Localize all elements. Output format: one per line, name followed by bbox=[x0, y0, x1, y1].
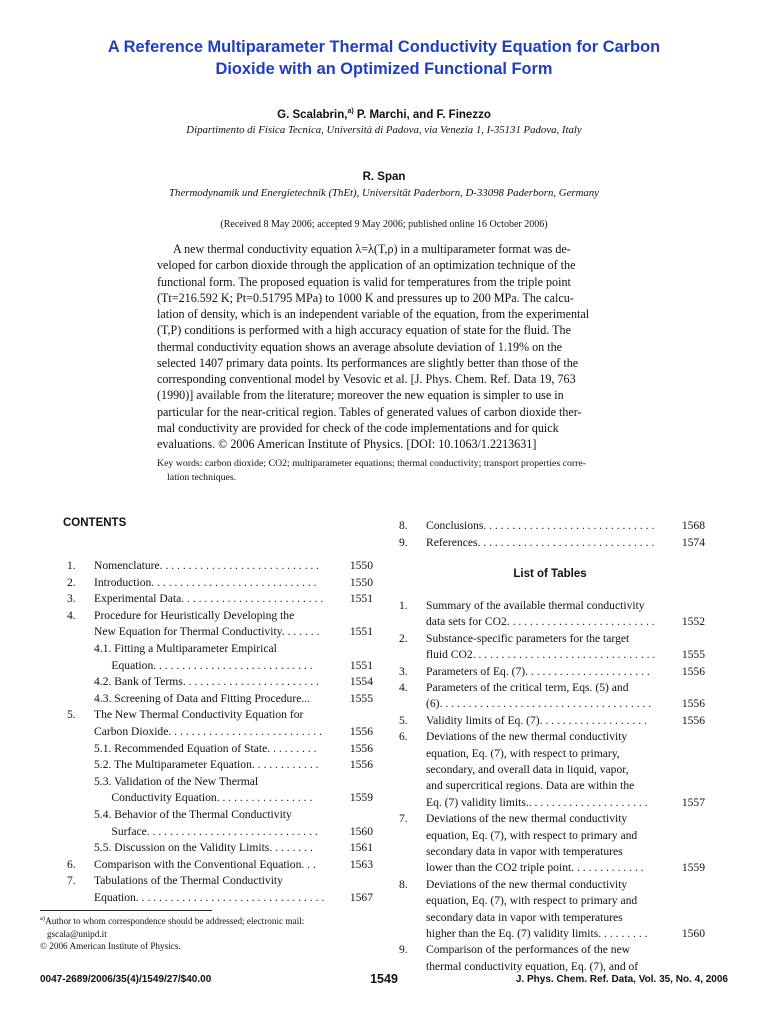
entry-title: Tabulations of the Thermal Conductivity bbox=[94, 874, 283, 888]
title-line-1: A Reference Multiparameter Thermal Conductivity Equation for Carbon bbox=[107, 38, 661, 56]
entry-page: 1551 bbox=[349, 592, 373, 606]
entry-title: 4.2. Bank of Terms. . . . . . . . . . . . . . . . . . . . . . . . bbox=[94, 675, 320, 689]
contents-heading: CONTENTS bbox=[63, 517, 127, 529]
entry-title: References. . . . . . . . . . . . . . . . . . . . . . . . . . . . . . . bbox=[426, 535, 655, 549]
contents-row bbox=[399, 746, 705, 762]
entry-title: Equation. . . . . . . . . . . . . . . . . . . . . . . . . . . . . . . . . bbox=[94, 891, 325, 904]
entry-number: 2. bbox=[399, 631, 408, 645]
entry-number: 3. bbox=[67, 592, 76, 606]
contents-row bbox=[399, 647, 705, 663]
entry-number: 6. bbox=[399, 730, 408, 744]
entry-title: Comparison of the performances of the new bbox=[426, 943, 631, 957]
entry-title: and supercritical regions. Data are within the bbox=[426, 779, 635, 793]
keywords-line-2: lation techniques. bbox=[167, 472, 237, 483]
entry-title: 4.3. Screening of Data and Fitting Procedure... bbox=[94, 691, 311, 705]
entry-title: 4.1. Fitting a Multiparameter Empirical bbox=[94, 642, 277, 655]
entry-number: 4. bbox=[67, 608, 76, 622]
entry-title: Surface. . . . . . . . . . . . . . . . . . . . . . . . . . . . . . bbox=[94, 824, 318, 838]
abstract-line: (T,P) conditions is performed with a high accuracy equation of state for the fluid. The bbox=[157, 323, 571, 338]
abstract-line: veloped for carbon dioxide through the application of an optimization technique of the bbox=[157, 258, 576, 273]
contents-row bbox=[67, 641, 373, 658]
entry-number: 9. bbox=[399, 535, 408, 549]
entry-number: 8. bbox=[399, 877, 408, 891]
entry-page: 1556 bbox=[681, 664, 705, 678]
author-line-2: R. Span bbox=[362, 171, 406, 183]
entry-title: Experimental Data. . . . . . . . . . . . . . . . . . . . . . . . . bbox=[94, 592, 324, 606]
entry-number: 7. bbox=[67, 874, 76, 888]
entry-number: 7. bbox=[399, 812, 408, 826]
entry-title: Validity limits of Eq. (7). . . . . . . . . . . . . . . . . . . bbox=[426, 713, 647, 727]
entry-title: Carbon Dioxide. . . . . . . . . . . . . . . . . . . . . . . . . . . bbox=[94, 725, 322, 738]
entry-title: secondary data in vapor with temperatures bbox=[426, 845, 623, 858]
entry-number: 1. bbox=[67, 559, 76, 572]
entry-title: Summary of the available thermal conductivity bbox=[426, 599, 645, 612]
contents-row bbox=[399, 844, 705, 860]
footnote-rule bbox=[40, 910, 212, 911]
entry-title: secondary, and overall data in liquid, vapor, bbox=[426, 763, 629, 776]
entry-page: 1556 bbox=[349, 725, 373, 738]
entry-number: 2. bbox=[67, 575, 76, 589]
contents-row bbox=[399, 926, 705, 942]
abstract-line: A new thermal conductivity equation λ=λ(T,ρ) in a multiparameter format was de- bbox=[173, 242, 571, 256]
entry-title: Parameters of the critical term, Eqs. (5) and bbox=[426, 681, 629, 694]
contents-row bbox=[67, 658, 373, 675]
entry-page: 1551 bbox=[349, 625, 373, 639]
entry-title: higher than the Eq. (7) validity limits. . . . . . . . . bbox=[426, 927, 648, 940]
contents-row bbox=[67, 707, 373, 724]
contents-row bbox=[67, 824, 373, 841]
entry-page: 1556 bbox=[681, 713, 705, 727]
entry-title: Deviations of the new thermal conductivity bbox=[426, 877, 628, 891]
contents-row bbox=[399, 713, 705, 729]
contents-row bbox=[399, 535, 705, 552]
keywords-line-1: Key words: carbon dioxide; CO2; multiparameter equations; thermal conductivity; transport properties corre- bbox=[157, 458, 587, 469]
abstract-line: corresponding conventional model by Vesovic et al. [J. Phys. Chem. Ref. Data 19, 763 bbox=[157, 372, 576, 386]
entry-title: New Equation for Thermal Conductivity. . . . . . . bbox=[94, 625, 320, 639]
contents-row bbox=[399, 518, 705, 535]
entry-title: Deviations of the new thermal conductivity bbox=[426, 730, 628, 744]
contents-row bbox=[67, 575, 373, 592]
contents-row bbox=[399, 729, 705, 745]
entry-page: 1563 bbox=[349, 857, 373, 871]
entry-title: Parameters of Eq. (7). . . . . . . . . . . . . . . . . . . . . . bbox=[426, 664, 650, 678]
entry-title: 5.4. Behavior of the Thermal Conductivity bbox=[94, 808, 292, 821]
footnote-email: gscala@unipd.it bbox=[47, 928, 107, 939]
contents-row bbox=[67, 857, 373, 874]
abstract-line: (Tt=216.592 K; Pt=0.51795 MPa) to 1000 K and pressures up to 200 MPa. The calcu- bbox=[157, 290, 574, 305]
entry-title: 5.5. Discussion on the Validity Limits. . . . . . . . bbox=[94, 841, 313, 855]
entry-number: 5. bbox=[399, 713, 408, 727]
footnote-line-1 bbox=[40, 913, 380, 928]
entry-title: Substance-specific parameters for the target bbox=[426, 631, 630, 645]
contents-row bbox=[67, 741, 373, 758]
entry-page: 1556 bbox=[349, 758, 373, 772]
entry-page: 1554 bbox=[349, 675, 373, 689]
contents-row bbox=[67, 724, 373, 741]
entry-number: 6. bbox=[67, 857, 76, 871]
footnote bbox=[40, 913, 380, 953]
entry-title: secondary data in vapor with temperatures bbox=[426, 910, 623, 924]
contents-row bbox=[67, 790, 373, 807]
footnote-text: Author to whom correspondence should be addressed; electronic mail: bbox=[45, 916, 305, 927]
contents-row bbox=[399, 942, 705, 958]
entry-page: 1555 bbox=[349, 691, 373, 705]
contents-row bbox=[399, 778, 705, 794]
contents-row bbox=[67, 591, 373, 608]
entry-page: 1557 bbox=[681, 795, 705, 809]
contents-row bbox=[399, 877, 705, 893]
entry-number: 8. bbox=[399, 519, 408, 532]
entry-page: 1561 bbox=[349, 841, 373, 855]
entry-page: 1556 bbox=[681, 697, 705, 711]
entry-page: 1550 bbox=[349, 559, 373, 572]
keywords bbox=[157, 457, 607, 485]
entry-page: 1559 bbox=[681, 861, 705, 875]
entry-page: 1555 bbox=[681, 648, 705, 662]
abstract-line: lation of density, which is an independent variable of the equation, from the experimental bbox=[157, 307, 590, 321]
entry-title: Conductivity Equation. . . . . . . . . . . . . . . . . bbox=[94, 791, 313, 805]
entry-page: 1567 bbox=[349, 891, 373, 904]
entry-page: 1560 bbox=[681, 927, 705, 940]
contents-row bbox=[67, 757, 373, 774]
contents-row bbox=[399, 893, 705, 909]
entry-number: 9. bbox=[399, 943, 408, 957]
contents-row bbox=[67, 608, 373, 625]
contents-row bbox=[67, 691, 373, 708]
copyright: © 2006 American Institute of Physics. bbox=[40, 941, 181, 952]
entry-title: 5.1. Recommended Equation of State. . . . . . . . . bbox=[94, 741, 317, 755]
entry-title: Eq. (7) validity limits.. . . . . . . . . . . . . . . . . . . . . bbox=[426, 795, 648, 809]
entry-page: 1550 bbox=[349, 575, 373, 589]
contents-row bbox=[67, 774, 373, 791]
abstract-line: thermal conductivity equation shows an average absolute deviation of 1.19% on the bbox=[157, 339, 563, 354]
contents-row bbox=[399, 664, 705, 680]
entry-title: The New Thermal Conductivity Equation for bbox=[94, 708, 304, 722]
footnote-sup: a) bbox=[40, 915, 46, 922]
contents-row bbox=[399, 696, 705, 712]
contents-row bbox=[399, 828, 705, 844]
author-others: P. Marchi, and F. Finezzo bbox=[353, 108, 491, 121]
contents-row bbox=[399, 680, 705, 696]
entry-number: 4. bbox=[399, 681, 408, 694]
journal-reference: J. Phys. Chem. Ref. Data, Vol. 35, No. 4, 2006 bbox=[515, 974, 728, 985]
entry-title: Procedure for Heuristically Developing the bbox=[94, 608, 295, 622]
entry-page: 1552 bbox=[681, 615, 705, 629]
entry-page: 1568 bbox=[681, 519, 705, 532]
list-of-tables-heading: List of Tables bbox=[513, 568, 587, 580]
entry-page: 1551 bbox=[349, 658, 373, 672]
entry-title: thermal conductivity equation, Eq. (7), and of bbox=[426, 959, 639, 973]
contents-row bbox=[67, 873, 373, 890]
contents-row bbox=[399, 762, 705, 778]
entry-title: 5.3. Validation of the New Thermal bbox=[94, 774, 259, 788]
contents-row bbox=[399, 614, 705, 630]
affiliation-1: Dipartimento di Fisica Tecnica, Università di Padova, via Venezia 1, I-35131 Padova, Italy bbox=[186, 124, 582, 136]
entry-title: equation, Eq. (7), with respect to primary, bbox=[426, 746, 620, 760]
contents-row bbox=[399, 631, 705, 647]
contents-row bbox=[399, 795, 705, 811]
entry-page: 1574 bbox=[681, 535, 705, 549]
entry-page: 1559 bbox=[349, 791, 373, 805]
entry-title: Introduction. . . . . . . . . . . . . . . . . . . . . . . . . . . . . bbox=[94, 575, 317, 589]
entry-title: data sets for CO2. . . . . . . . . . . . . . . . . . . . . . . . . . bbox=[426, 615, 655, 629]
author-scalabrin: G. Scalabrin, bbox=[277, 108, 348, 121]
abstract-line: evaluations. © 2006 American Institute of Physics. [DOI: 10.1063/1.2213631] bbox=[157, 437, 537, 451]
affiliation-2: Thermodynamik und Energietechnik (ThEt), Universität Paderborn, D-33098 Paderborn, Germany bbox=[169, 187, 599, 199]
entry-title: 5.2. The Multiparameter Equation. . . . . . . . . . . . bbox=[94, 758, 319, 772]
contents-row bbox=[399, 598, 705, 614]
entry-title: fluid CO2. . . . . . . . . . . . . . . . . . . . . . . . . . . . . . . . bbox=[426, 648, 656, 662]
title-line-2: Dioxide with an Optimized Functional Form bbox=[215, 60, 553, 78]
contents-row bbox=[399, 811, 705, 827]
entry-number: 3. bbox=[399, 664, 408, 678]
entry-title: Deviations of the new thermal conductivity bbox=[426, 812, 628, 826]
entry-title: Comparison with the Conventional Equation. . . bbox=[94, 857, 316, 871]
contents-row bbox=[67, 890, 373, 907]
received-dates: (Received 8 May 2006; accepted 9 May 2006; published online 16 October 2006) bbox=[220, 219, 548, 230]
abstract-line: functional form. The proposed equation is valid for temperatures from the triple point bbox=[157, 274, 571, 289]
entry-page: 1560 bbox=[349, 824, 373, 838]
contents-row bbox=[67, 674, 373, 691]
entry-title: Nomenclature. . . . . . . . . . . . . . . . . . . . . . . . . . . . bbox=[94, 559, 320, 572]
footer-issn: 0047-2689/2006/35(4)/1549/27/$40.00 bbox=[40, 974, 212, 985]
entry-page: 1556 bbox=[349, 741, 373, 755]
entry-title: Equation. . . . . . . . . . . . . . . . . . . . . . . . . . . . bbox=[94, 658, 313, 672]
article-title bbox=[40, 36, 728, 80]
contents-row bbox=[399, 860, 705, 876]
abstract-line: selected 1407 primary data points. Its performances are slightly better than those of the bbox=[157, 355, 579, 370]
entry-title: lower than the CO2 triple point. . . . . . . . . . . . . bbox=[426, 861, 644, 875]
abstract-line: (1990)] available from the literature; moreover the new equation is simpler to use in bbox=[157, 388, 564, 403]
entry-title: equation, Eq. (7), with respect to primary and bbox=[426, 828, 638, 842]
entry-number: 5. bbox=[67, 708, 76, 722]
entry-number: 1. bbox=[399, 599, 408, 612]
contents-row bbox=[67, 558, 373, 575]
contents-row bbox=[67, 807, 373, 824]
entry-title: equation, Eq. (7), with respect to primary and bbox=[426, 894, 638, 908]
entry-title: Conclusions. . . . . . . . . . . . . . . . . . . . . . . . . . . . . . bbox=[426, 519, 655, 532]
abstract-line: particular for the near-critical region. Tables of generated values of carbon dioxide ther- bbox=[157, 404, 582, 419]
abstract-line: mal conductivity are provided for check of the code implementations and for quick bbox=[157, 420, 559, 435]
author-line-1 bbox=[0, 108, 768, 121]
contents-row bbox=[67, 840, 373, 857]
contents-row bbox=[399, 910, 705, 926]
footnote-marker: a) bbox=[347, 108, 354, 115]
abstract bbox=[157, 241, 607, 452]
page-number: 1549 bbox=[370, 972, 398, 986]
entry-title: (6). . . . . . . . . . . . . . . . . . . . . . . . . . . . . . . . . . . . . bbox=[426, 697, 652, 711]
contents-row bbox=[67, 624, 373, 641]
